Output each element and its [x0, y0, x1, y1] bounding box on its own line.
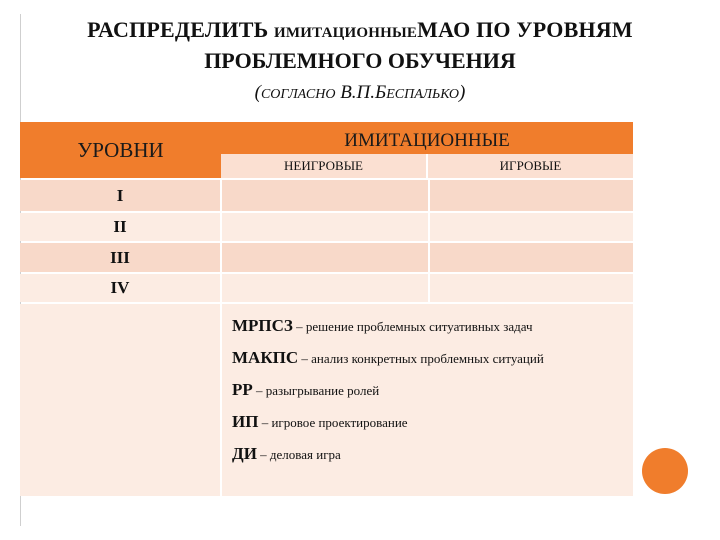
table-cell: [20, 304, 220, 496]
decorative-circle: [642, 448, 688, 494]
level-label: II: [20, 213, 220, 241]
table-cell: [222, 180, 428, 211]
table-cell: [222, 243, 428, 272]
title-part-small: ИМИТАЦИОННЫЕ: [274, 25, 418, 41]
slide-title: [30, 16, 690, 109]
table-cell: [430, 243, 633, 272]
subheader-game: ИГРОВЫЕ: [428, 154, 633, 178]
table-cell: [430, 274, 633, 302]
subtitle-part: В.П.Б: [335, 82, 387, 103]
legend-text: – анализ конкретных проблемных ситуаций: [298, 351, 544, 366]
header-levels: УРОВНИ: [20, 122, 221, 178]
legend-text: – игровое проектирование: [258, 415, 408, 430]
legend-item: [232, 438, 627, 470]
title-subtitle: [30, 79, 690, 109]
legend-list: [232, 310, 627, 470]
subtitle-part: ЕСПАЛЬКО: [386, 87, 460, 102]
table-cell: [222, 213, 428, 241]
legend-abbr: ДИ: [232, 444, 257, 463]
legend-abbr: МАКПС: [232, 348, 299, 367]
level-label: III: [20, 243, 220, 272]
legend-item: [232, 406, 627, 438]
legend-abbr: РР: [232, 380, 253, 399]
legend-text: – разыгрывание ролей: [252, 383, 380, 398]
legend-item: [232, 342, 627, 374]
title-part: МАО ПО УРОВНЯМ: [417, 17, 633, 42]
legend-item: [232, 374, 627, 406]
legend-abbr: МРПСЗ: [232, 316, 293, 335]
header-imitation: ИМИТАЦИОННЫЕ: [221, 122, 633, 154]
legend-text: – деловая игра: [256, 447, 341, 462]
legend-abbr: ИП: [232, 412, 259, 431]
level-label: IV: [20, 274, 220, 302]
level-label: I: [20, 180, 220, 211]
legend-text: – решение проблемных ситуативных задач: [292, 319, 533, 334]
table-cell: [222, 274, 428, 302]
title-line-2: ПРОБЛЕМНОГО ОБУЧЕНИЯ: [204, 48, 516, 73]
table-cell: [430, 213, 633, 241]
subtitle-part: ): [459, 82, 466, 103]
table-cell: [430, 180, 633, 211]
subheader-nongame: НЕИГРОВЫЕ: [221, 154, 428, 178]
legend-item: [232, 310, 627, 342]
title-part: РАСПРЕДЕЛИТЬ: [87, 17, 275, 42]
title-line-1: [30, 16, 690, 47]
subtitle-part: СОГЛАСНО: [260, 87, 336, 102]
subtitle-part: (: [254, 82, 261, 103]
